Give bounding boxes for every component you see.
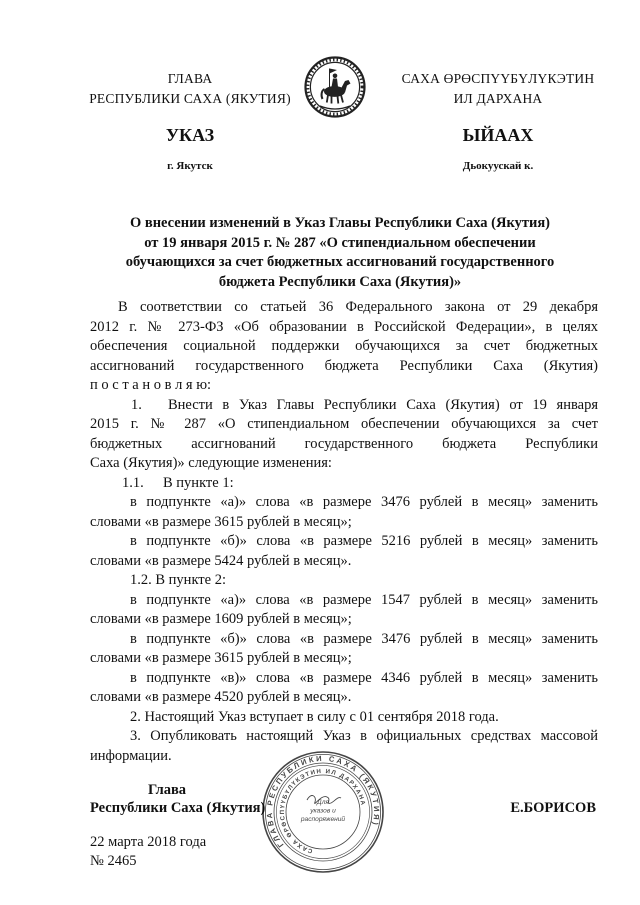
decree-title	[70, 214, 610, 293]
decree-body	[90, 298, 598, 766]
subitem-line: словами «в размере 1609 рублей в месяц»;	[90, 611, 352, 627]
header-authority-sah-line2: ИЛ ДАРХАНА	[453, 91, 543, 106]
item-2-text: Настоящий Указ вступает в силу с 01 сентября 2018 года.	[144, 708, 499, 725]
subitem-line: словами «в размере 3615 рублей в месяц»;	[90, 513, 352, 530]
seal-inner-ring-path: САХА ӨРӨСПҮҮБҮЛҮКЭТИН ИЛ ДАРХАНА	[278, 767, 367, 855]
item-1-1-heading-text: В пункте 1:	[163, 474, 234, 491]
decree-number: № 2465	[90, 853, 137, 869]
item-2-line	[90, 708, 598, 728]
coat-of-arms-icon	[304, 56, 366, 118]
preamble-paragraph	[90, 298, 598, 396]
header-authority-ru-line1: ГЛАВА	[167, 71, 213, 86]
subitem-line: в подпункте «в)» слова «в размере 4346 рублей в месяц» заменить	[130, 669, 598, 686]
signature-name: Е.БОРИСОВ	[510, 800, 596, 816]
item-2-number: 2.	[130, 708, 141, 725]
item-1-paragraph	[90, 396, 598, 474]
seal-center-line: Для	[317, 799, 329, 806]
subitem-line: словами «в размере 5424 рублей в месяц».	[90, 552, 352, 569]
item-1-2-number: 1.2.	[130, 572, 152, 588]
item-1-text: Внести в Указ Главы Республики Саха (Якутия) от 19 января	[168, 396, 598, 413]
preamble-line-resolve: п о с т а н о в л я ю:	[90, 377, 212, 393]
item-1-1-paragraph	[90, 474, 598, 572]
subitem-line: словами «в размере 3615 рублей в месяц»;	[90, 650, 352, 666]
item-1-2-heading-text: В пункте 2:	[155, 572, 226, 588]
header-authority-ru	[80, 69, 300, 109]
official-seal-stamp	[261, 750, 385, 874]
decree-date: 22 марта 2018 года	[90, 834, 207, 850]
subitem-line: в подпункте «б)» слова «в размере 5216 рублей в месяц» заменить	[130, 533, 598, 549]
doc-type-sah: ЫЙААХ	[462, 125, 534, 145]
header-authority-sah	[388, 69, 608, 109]
doc-type-ru: УКАЗ	[165, 125, 215, 145]
preamble-line: 2012 г. № 273-ФЗ «Об образовании в Российской Федерации», в целях	[90, 318, 598, 335]
header-authority-sah-line1: САХА ӨРӨСПҮҮБҮЛҮКЭТИН	[401, 71, 595, 86]
title-line: бюджета Республики Саха (Якутия)»	[218, 274, 462, 291]
item-1-number: 1.	[131, 396, 142, 413]
subitem-line: в подпункте «а)» слова «в размере 3476 рублей в месяц» заменить	[130, 494, 598, 510]
subitem-line: в подпункте «а)» слова «в размере 1547 рублей в месяц» заменить	[130, 591, 598, 608]
city-sah: Дьокуускай к.	[462, 160, 534, 172]
signature-position-line1: Глава	[148, 782, 187, 798]
header-authority-ru-line2: РЕСПУБЛИКИ САХА (ЯКУТИЯ)	[89, 91, 291, 106]
subitem-line: в подпункте «б)» слова «в размере 3476 рублей в месяц» заменить	[130, 630, 598, 647]
item-3-line	[90, 727, 598, 747]
title-line: обучающихся за счет бюджетных ассигнований государственного	[125, 254, 555, 271]
item-1-line: 2015 г. № 287 «О стипендиальном обеспечении обучающихся за счет	[90, 416, 598, 432]
item-3-text: Опубликовать настоящий Указ в официальных средствах массовой	[150, 728, 599, 744]
item-3-number: 3.	[130, 728, 141, 744]
item-3-line: информации.	[90, 747, 172, 764]
seal-center-line: распоряжений	[300, 816, 346, 823]
preamble-line: обеспечения социальной поддержки обучающихся за счет бюджетных	[90, 338, 598, 354]
city-ru: г. Якутск	[167, 160, 213, 172]
preamble-line: В соответствии со статьей 36 Федерального закона от 29 декабря	[118, 299, 598, 315]
signature-position-line2: Республики Саха (Якутия)	[90, 800, 266, 816]
seal-outer-ring-path: ГЛАВА РЕСПУБЛИКИ САХА (ЯКУТИЯ)	[264, 753, 382, 850]
decree-footer	[90, 833, 206, 871]
item-1-line: бюджетных ассигнований государственного бюджета Республики	[90, 435, 598, 452]
item-1-line: Саха (Якутия)» следующие изменения:	[90, 455, 332, 471]
seal-center-line: указов и	[310, 807, 336, 815]
item-1-line	[90, 396, 598, 416]
item-1-1-number: 1.1.	[122, 474, 144, 491]
item-2-paragraph	[90, 708, 598, 728]
item-1-1-heading	[90, 474, 598, 494]
subitem-line: словами «в размере 4520 рублей в месяц».	[90, 689, 352, 705]
title-line: О внесении изменений в Указ Главы Республики Саха (Якутия)	[129, 215, 551, 231]
title-line: от 19 января 2015 г. № 287 «О стипендиальном обеспечении	[144, 234, 536, 251]
item-1-2-heading	[90, 571, 598, 591]
preamble-line: ассигнований государственного бюджета Республики Саха (Якутия)	[90, 357, 598, 374]
item-1-2-paragraph	[90, 571, 598, 708]
